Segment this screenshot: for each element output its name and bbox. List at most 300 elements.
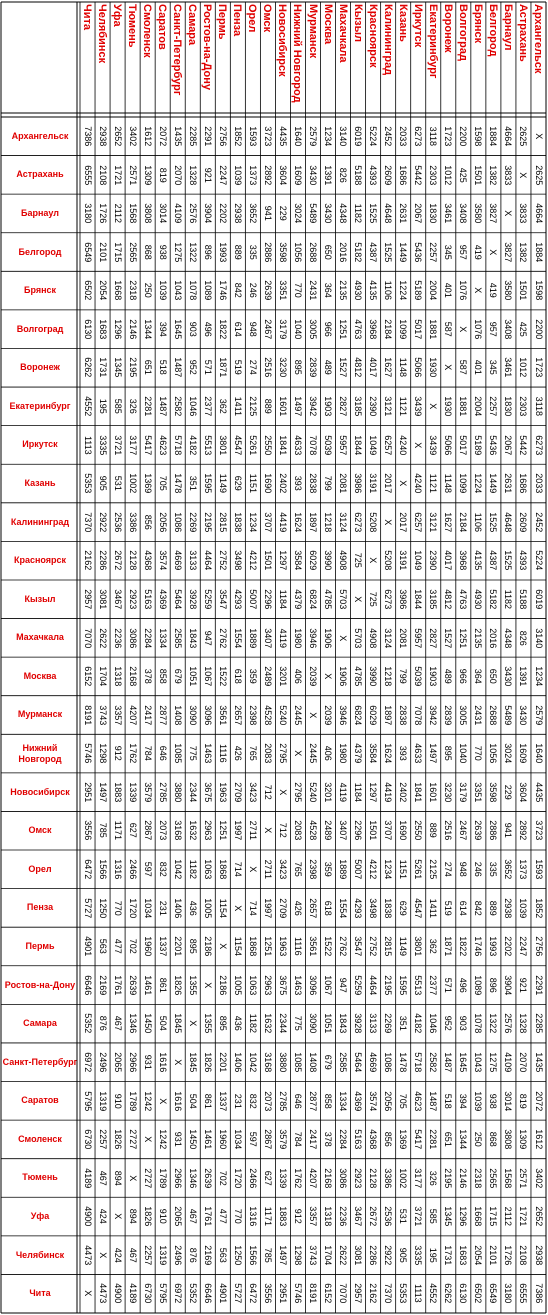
distance-cell: 3423	[277, 859, 288, 880]
distance-cell: 1406	[172, 897, 183, 918]
distance-cell: 496	[458, 977, 469, 993]
distance-cell: 1501	[368, 820, 379, 841]
distance-cell: 4464	[202, 550, 213, 571]
distance-cell: 4182	[187, 434, 198, 455]
distance-cell: 489	[323, 360, 334, 376]
distance-cell: 4669	[368, 1052, 379, 1073]
distance-cell: 4368	[368, 1129, 379, 1150]
distance-cell: 1012	[443, 164, 454, 185]
distance-cell: 1049	[413, 550, 424, 571]
distance-cell: 2622	[338, 1245, 349, 1266]
distance-cell: 2922	[383, 1245, 394, 1266]
column-header: Пенза	[231, 4, 244, 37]
distance-cell: 1554	[232, 627, 243, 648]
distance-cell: 3408	[503, 319, 514, 340]
distance-cell: 1113	[413, 1284, 424, 1304]
distance-cell: 1337	[217, 1090, 228, 1111]
distance-cell: 351	[398, 1016, 409, 1032]
distance-cell: 1487	[428, 1090, 439, 1111]
diagonal-cell: X	[82, 1290, 93, 1297]
column-header: Ростов-на-Дону	[201, 4, 214, 91]
distance-cell: 2286	[97, 550, 108, 571]
distance-cell: 2184	[458, 512, 469, 533]
distance-cell: 2639	[127, 975, 138, 996]
distance-cell: 896	[488, 977, 499, 993]
distance-cell: 2489	[262, 666, 273, 687]
distance-cell: 1450	[187, 1129, 198, 1150]
distance-cell: 3086	[127, 627, 138, 648]
distance-cell: 2101	[97, 242, 108, 263]
distance-cell: 1897	[308, 512, 319, 533]
distance-cell: 5746	[82, 743, 93, 764]
distance-cell: 2070	[172, 164, 183, 185]
distance-cell: 889	[488, 900, 499, 916]
distance-cell: 4473	[82, 1245, 93, 1266]
distance-cell: 1609	[292, 164, 303, 185]
distance-cell: 1318	[112, 666, 123, 687]
distance-cell: 1089	[473, 975, 484, 996]
distance-cell: 1391	[323, 164, 334, 185]
distance-cell: 2065	[172, 1206, 183, 1227]
distance-cell: 1328	[518, 1013, 529, 1034]
distance-cell: 3086	[338, 1167, 349, 1188]
distance-cell: 2070	[518, 1052, 529, 1073]
distance-cell: 1566	[97, 859, 108, 880]
distance-cell: 2402	[398, 782, 409, 803]
distance-cell: 2827	[338, 396, 349, 417]
distance-cell: 326	[428, 1170, 439, 1186]
distance-cell: 4435	[277, 126, 288, 147]
distance-cell: 3179	[277, 319, 288, 340]
distance-cell: 1843	[187, 627, 198, 648]
distance-cell: 2257	[428, 242, 439, 263]
distance-cell: 2445	[308, 743, 319, 764]
distance-cell: 1686	[398, 164, 409, 185]
diagonal-cell: X	[383, 519, 394, 526]
distance-cell: 2344	[277, 1013, 288, 1034]
distance-cell: 4464	[368, 975, 379, 996]
distance-cell: 2291	[533, 975, 544, 996]
distance-cell: 1106	[383, 280, 394, 301]
distance-cell: 5224	[368, 126, 379, 147]
distance-cell: 3024	[292, 203, 303, 224]
distance-cell: 1154	[217, 898, 228, 918]
distance-cell: 4528	[262, 704, 273, 725]
distance-cell: 2257	[97, 1129, 108, 1150]
distance-cell: 1868	[217, 859, 228, 880]
distance-cell: 2727	[127, 1129, 138, 1150]
distance-cell: 2201	[217, 1052, 228, 1073]
distance-cell: 765	[247, 746, 258, 762]
distance-cell: 3801	[413, 936, 424, 957]
column-header: Белгород	[486, 4, 499, 57]
distance-cell: 957	[488, 321, 499, 337]
distance-cell: 6262	[82, 357, 93, 378]
distance-cell: 895	[217, 1016, 228, 1032]
distance-cell: 1085	[172, 743, 183, 764]
distance-cell: 467	[187, 1209, 198, 1225]
distance-cell: 3723	[262, 126, 273, 147]
distance-cell: 2128	[127, 550, 138, 571]
distance-cell: 1640	[533, 743, 544, 764]
distance-cell: 785	[262, 1247, 273, 1263]
distance-cell: 1148	[443, 473, 454, 494]
distance-cell: 895	[187, 938, 198, 954]
distance-cell: 2576	[187, 203, 198, 224]
distance-cell: 1704	[323, 1245, 334, 1266]
distance-cell: 1871	[443, 936, 454, 957]
distance-cell: 1002	[127, 473, 138, 494]
column-header: Самара	[186, 4, 199, 46]
distance-cell: 876	[97, 1016, 108, 1032]
row-header: Астрахань	[16, 169, 64, 180]
distance-cell: 4207	[127, 704, 138, 725]
distance-cell: 2709	[232, 782, 243, 803]
distance-cell: 941	[262, 205, 273, 221]
distance-cell: 345	[443, 244, 454, 260]
distance-cell: 2639	[473, 820, 484, 841]
distance-cell: 6029	[368, 704, 379, 725]
distance-cell: 784	[292, 1131, 303, 1147]
distance-cell: 819	[157, 167, 168, 183]
distance-cell: 2839	[443, 704, 454, 725]
distance-cell: 5259	[353, 975, 364, 996]
distance-cell: 1826	[172, 975, 183, 996]
distance-cell: 1566	[247, 1245, 258, 1266]
distance-cell: 725	[353, 553, 364, 569]
distance-cell: 4369	[353, 1090, 364, 1111]
distance-cell: 3467	[353, 1206, 364, 1227]
distance-cell: 425	[458, 167, 469, 183]
distance-cell: 3928	[187, 589, 198, 610]
distance-cell: 1595	[202, 473, 213, 494]
distance-cell: 931	[142, 1054, 153, 1070]
distance-cell: 952	[443, 1016, 454, 1032]
distance-cell: 3005	[458, 704, 469, 725]
distance-cell: 1296	[112, 319, 123, 340]
distance-cell: 1826	[202, 1052, 213, 1073]
distance-cell: 2923	[127, 589, 138, 610]
distance-cell: 4207	[308, 1167, 319, 1188]
distance-cell: 3430	[503, 666, 514, 687]
distance-cell: 1930	[443, 396, 454, 417]
distance-cell: 4547	[413, 897, 424, 918]
distance-cell: 894	[127, 1209, 138, 1225]
distance-cell: 1346	[127, 1013, 138, 1034]
distance-cell: 1121	[428, 473, 439, 494]
distance-cell: 6502	[82, 280, 93, 301]
distance-cell: 618	[323, 900, 334, 916]
distance-cell: 3014	[503, 1090, 514, 1111]
distance-cell: 1171	[262, 1206, 273, 1227]
distance-cell: 3574	[368, 1090, 379, 1111]
diagonal-cell: X	[157, 1097, 168, 1104]
distance-cell: 629	[232, 475, 243, 492]
distance-cell: 3561	[217, 704, 228, 725]
distance-cell: 1298	[97, 743, 108, 764]
distance-cell: 2056	[157, 512, 168, 533]
column-header: Уфа	[111, 4, 124, 27]
distance-cell: 1099	[398, 319, 409, 340]
distance-cell: 5240	[308, 782, 319, 803]
distance-cell: 2886	[262, 242, 273, 263]
diagonal-cell: X	[353, 596, 364, 603]
distance-cell: 4900	[82, 1206, 93, 1227]
distance-cell: 1627	[383, 357, 394, 378]
row-header: Самара	[23, 1018, 57, 1029]
row-header: Екатеринбург	[9, 400, 71, 411]
distance-cell: 1275	[488, 1052, 499, 1073]
distance-cell: 4135	[368, 280, 379, 301]
distance-cell: 1993	[488, 936, 499, 957]
distance-cell: 1881	[458, 396, 469, 417]
distance-cell: 3833	[518, 203, 529, 224]
row-header: Казань	[24, 478, 56, 488]
distance-cell: 2639	[262, 280, 273, 301]
distance-cell: 4119	[338, 782, 349, 802]
distance-cell: 2688	[488, 704, 499, 725]
distance-cell: 2162	[368, 1283, 379, 1304]
distance-cell: 5442	[413, 164, 424, 185]
row-header: Белгород	[18, 246, 62, 257]
distance-cell: 895	[443, 746, 454, 762]
distance-cell: 1721	[518, 1206, 529, 1227]
distance-cell: 799	[398, 668, 409, 684]
distance-cell: 2582	[428, 1052, 439, 1073]
distance-cell: 861	[157, 977, 168, 993]
distance-cell: 2398	[247, 704, 258, 725]
distance-cell: 2571	[518, 1167, 529, 1188]
distance-cell: 3942	[308, 396, 319, 417]
distance-cell: 819	[518, 1093, 529, 1109]
distance-cell: 1234	[533, 666, 544, 687]
distance-cell: 4182	[413, 1013, 424, 1034]
distance-cell: 1616	[172, 1090, 183, 1111]
distance-cell: 1063	[247, 975, 258, 996]
distance-cell: 2184	[383, 319, 394, 340]
distance-cell: 2585	[172, 627, 183, 648]
distance-cell: 3584	[292, 550, 303, 571]
distance-cell: 2709	[277, 897, 288, 918]
distance-cell: 1309	[142, 164, 153, 185]
distance-cell: 2303	[428, 164, 439, 185]
distance-cell: 2785	[157, 782, 168, 803]
distance-cell: 1762	[292, 1167, 303, 1188]
distance-cell: 1762	[127, 743, 138, 764]
distance-cell: 1726	[503, 1245, 514, 1266]
distance-cell: 6019	[353, 126, 364, 147]
distance-cell: 1826	[112, 1129, 123, 1150]
distance-cell: 326	[127, 398, 138, 414]
distance-cell: 2867	[262, 1129, 273, 1150]
distance-cell: 2186	[202, 936, 213, 957]
distance-cell: 1086	[383, 1052, 394, 1073]
distance-cell: 2377	[428, 975, 439, 996]
distance-cell: 2004	[473, 396, 484, 417]
distance-cell: 842	[232, 283, 243, 299]
distance-cell: 2609	[383, 164, 394, 185]
distance-cell: 3014	[157, 203, 168, 224]
distance-cell: 3357	[308, 1206, 319, 1227]
distance-cell: 1250	[232, 1245, 243, 1266]
distance-cell: 3430	[518, 704, 529, 725]
distance-cell: 2966	[172, 1167, 183, 1188]
diagonal-cell: X	[172, 1059, 183, 1066]
distance-cell: 7070	[82, 627, 93, 648]
row-header: Орел	[28, 863, 52, 874]
distance-cell: 6029	[308, 550, 319, 571]
distance-cell: 5261	[413, 859, 424, 880]
distance-cell: 2536	[383, 1206, 394, 1227]
distance-cell: 1997	[262, 897, 273, 918]
distance-cell: 1382	[488, 164, 499, 185]
distance-cell: 436	[187, 900, 198, 916]
distance-cell: 5436	[488, 434, 499, 455]
distance-cell: 4212	[368, 859, 379, 880]
distance-cell: 1182	[247, 1013, 258, 1034]
distance-cell: 229	[503, 784, 514, 800]
distance-cell: 3652	[247, 203, 258, 224]
distance-cell: 518	[157, 360, 168, 376]
distance-cell: 1218	[383, 666, 394, 687]
distance-cell: 5718	[172, 434, 183, 455]
distance-cell: 1501	[473, 164, 484, 185]
distance-cell: 2452	[533, 512, 544, 533]
row-header: Пенза	[26, 902, 54, 913]
distance-cell: 1040	[292, 319, 303, 340]
distance-cell: 3928	[353, 1013, 364, 1034]
distance-cell: 1704	[97, 666, 108, 687]
column-header: Москва	[321, 4, 334, 45]
distance-cell: 585	[428, 1209, 439, 1225]
distance-cell: 504	[187, 1093, 198, 1109]
distance-cell: 401	[443, 283, 454, 299]
distance-cell: 1568	[127, 203, 138, 224]
distance-cell: 2285	[533, 1013, 544, 1034]
distance-cell: 3547	[217, 589, 228, 610]
distance-cell: 3721	[413, 1206, 424, 1227]
distance-cell: 2815	[217, 512, 228, 533]
distance-cell: 712	[277, 823, 288, 839]
distance-cell: 1632	[187, 820, 198, 841]
distance-cell: 894	[112, 1170, 123, 1186]
distance-cell: 856	[383, 1131, 394, 1147]
distance-cell: 1297	[277, 550, 288, 571]
distance-cell: 5182	[353, 242, 364, 263]
distance-cell: 2072	[533, 1090, 544, 1111]
distance-cell: 5746	[292, 1283, 303, 1304]
diagonal-cell: X	[503, 210, 514, 217]
distance-cell: 504	[157, 1016, 168, 1032]
distance-cell: 6555	[82, 164, 93, 185]
distance-cell: 2257	[142, 1245, 153, 1266]
distance-cell: 1731	[443, 1245, 454, 1266]
distance-cell: 5703	[353, 627, 364, 648]
distance-cell: 2344	[187, 782, 198, 803]
diagonal-cell: X	[443, 364, 454, 371]
distance-cell: 2039	[323, 704, 334, 725]
distance-cell: 2762	[217, 627, 228, 648]
distance-cell: 5489	[308, 203, 319, 224]
distance-cell: 1723	[533, 357, 544, 378]
distance-cell: 1593	[533, 859, 544, 880]
distance-cell: 1522	[217, 666, 228, 687]
distance-cell: 3439	[428, 434, 439, 455]
distance-cell: 335	[488, 861, 499, 877]
distance-cell: 3707	[262, 512, 273, 533]
column-header: Пермь	[216, 4, 229, 40]
distance-cell: 3801	[217, 434, 228, 455]
distance-cell: 1525	[488, 512, 499, 533]
distance-cell: 4623	[413, 1090, 424, 1111]
distance-cell: 1063	[202, 859, 213, 880]
distance-cell: 6730	[82, 1129, 93, 1150]
distance-cell: 2938	[533, 1245, 544, 1266]
distance-cell: 614	[232, 321, 243, 337]
distance-cell: 1040	[458, 743, 469, 764]
distance-cell: 1234	[247, 512, 258, 533]
diagonal-cell: X	[187, 1020, 198, 1027]
distance-cell: 2128	[368, 1167, 379, 1188]
distance-cell: 1076	[458, 280, 469, 301]
column-header: Нижний Новгород	[291, 4, 304, 103]
distance-cell: 5017	[413, 319, 424, 340]
distance-cell: 2083	[292, 820, 303, 841]
distance-cell: 1838	[383, 897, 394, 918]
distance-cell: 3005	[308, 319, 319, 340]
distance-cell: 519	[232, 360, 243, 376]
distance-cell: 2284	[338, 1129, 349, 1150]
distance-cell: 2135	[338, 280, 349, 301]
distance-cell: 1051	[187, 666, 198, 687]
distance-cell: 364	[323, 283, 334, 299]
distance-cell: 246	[473, 861, 484, 877]
distance-cell: 2417	[142, 704, 153, 725]
distance-cell: 650	[488, 668, 499, 684]
distance-cell: 912	[292, 1209, 303, 1225]
distance-cell: 2795	[292, 782, 303, 803]
distance-cell: 679	[323, 1054, 334, 1070]
distance-cell: 2377	[202, 396, 213, 417]
distance-cell: 3335	[97, 434, 108, 455]
distance-cell: 2756	[533, 936, 544, 957]
distance-cell: 2625	[518, 126, 529, 147]
distance-cell: 1903	[428, 666, 439, 687]
distance-cell: 7070	[338, 1283, 349, 1304]
distance-cell: 3335	[413, 1245, 424, 1266]
distance-cell: 6555	[518, 1283, 529, 1304]
distance-cell: 1463	[292, 975, 303, 996]
distance-cell: 1411	[232, 396, 243, 417]
distance-cell: 3946	[338, 704, 349, 725]
column-header: Барнаул	[501, 4, 514, 51]
distance-cell: 2296	[353, 820, 364, 841]
distance-cell: 2579	[533, 704, 544, 725]
distance-cell: 966	[458, 668, 469, 684]
distance-cell: 2466	[247, 1167, 258, 1188]
distance-cell: 2016	[488, 627, 499, 648]
distance-cell: 5188	[518, 589, 529, 610]
distance-cell: 3230	[443, 782, 454, 803]
row-header: Волгоград	[16, 323, 64, 334]
distance-cell: 947	[202, 630, 213, 646]
distance-cell: 3081	[97, 589, 108, 610]
distance-cell: 1251	[338, 319, 349, 340]
distance-cell: 1624	[292, 512, 303, 533]
distance-cell: 1601	[277, 396, 288, 417]
distance-cell: 5727	[82, 897, 93, 918]
distance-cell: 1234	[323, 126, 334, 147]
